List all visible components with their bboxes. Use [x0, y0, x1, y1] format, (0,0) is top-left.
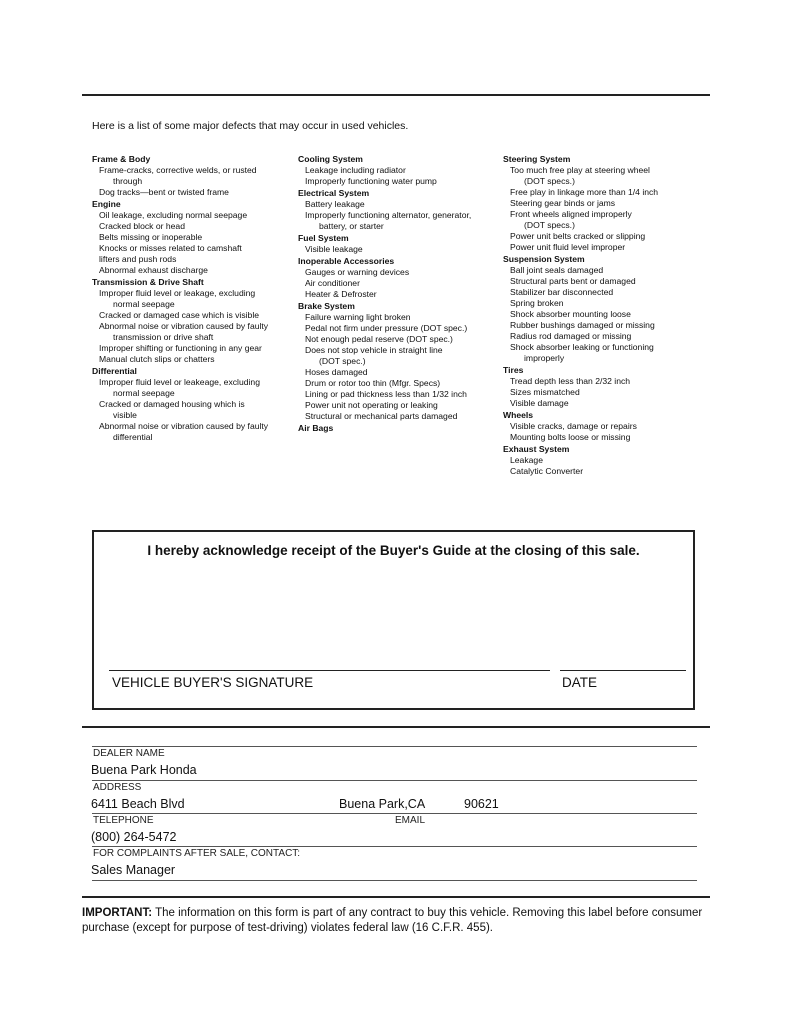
- defect-item: Air conditioner: [305, 278, 360, 288]
- defect-item: (DOT specs.): [524, 176, 575, 186]
- defect-section-heading: Suspension System: [503, 254, 585, 264]
- divider: [92, 780, 697, 781]
- telephone-value: (800) 264-5472: [91, 830, 177, 844]
- defect-item: Does not stop vehicle in straight line: [305, 345, 443, 355]
- divider: [92, 813, 697, 814]
- defect-section-heading: Transmission & Drive Shaft: [92, 277, 204, 287]
- telephone-label: TELEPHONE: [93, 815, 154, 826]
- date-line[interactable]: [560, 670, 686, 671]
- defect-section-heading: Electrical System: [298, 188, 370, 198]
- defects-intro: Here is a list of some major defects that may occur in used vehicles.: [92, 120, 409, 132]
- defect-section-heading: Air Bags: [298, 423, 334, 433]
- dealer-top-rule: [82, 726, 710, 728]
- defect-section-heading: Wheels: [503, 410, 534, 420]
- important-label: IMPORTANT:: [82, 907, 153, 919]
- defect-item: Abnormal exhaust discharge: [99, 265, 208, 275]
- defect-item: Hoses damaged: [305, 367, 368, 377]
- defect-item: Visible leakage: [305, 244, 363, 254]
- defect-item: Lining or pad thickness less than 1/32 inch: [305, 389, 467, 399]
- defect-item: Knocks or misses related to camshaft: [99, 243, 242, 253]
- defect-item: battery, or starter: [319, 221, 384, 231]
- defect-item: Abnormal noise or vibration caused by faulty: [99, 321, 269, 331]
- defect-item: improperly: [524, 353, 565, 363]
- divider: [92, 846, 697, 847]
- defect-section-heading: Exhaust System: [503, 444, 570, 454]
- defect-item: through: [113, 176, 143, 186]
- defect-item: Spring broken: [510, 298, 564, 308]
- defect-item: Sizes mismatched: [510, 387, 580, 397]
- defect-item: normal seepage: [113, 299, 175, 309]
- defect-item: Cracked or damaged housing which is: [99, 399, 245, 409]
- important-top-rule: [82, 896, 710, 898]
- divider: [92, 880, 697, 881]
- defect-item: Heater & Defroster: [305, 289, 377, 299]
- defect-item: Cracked block or head: [99, 221, 185, 231]
- dealer-name-label: DEALER NAME: [93, 748, 165, 759]
- defect-item: Structural or mechanical parts damaged: [305, 411, 458, 421]
- defect-item: visible: [113, 410, 137, 420]
- defects-column-2: [298, 153, 503, 434]
- address-city-state: Buena Park,CA: [339, 797, 426, 811]
- defect-item: Belts missing or inoperable: [99, 232, 203, 242]
- defect-section-heading: Differential: [92, 366, 137, 376]
- defect-item: Steering gear binds or jams: [510, 198, 616, 208]
- defect-section-heading: Inoperable Accessories: [298, 256, 395, 266]
- complaints-label: FOR COMPLAINTS AFTER SALE, CONTACT:: [93, 848, 301, 859]
- defect-item: Leakage: [510, 455, 543, 465]
- date-label: DATE: [562, 675, 598, 690]
- complaints-contact: Sales Manager: [91, 863, 176, 877]
- defect-item: Ball joint seals damaged: [510, 265, 604, 275]
- defect-item: Improper fluid level or leakage, excluding: [99, 288, 256, 298]
- defect-item: transmission or drive shaft: [113, 332, 214, 342]
- defect-item: Tread depth less than 2/32 inch: [510, 376, 631, 386]
- defect-item: normal seepage: [113, 388, 175, 398]
- defect-item: Too much free play at steering wheel: [510, 165, 650, 175]
- defect-item: Manual clutch slips or chatters: [99, 354, 215, 364]
- defect-item: Failure warning light broken: [305, 312, 411, 322]
- defect-item: Front wheels aligned improperly: [510, 209, 632, 219]
- defect-item: Improper shifting or functioning in any gear: [99, 343, 262, 353]
- defect-section-heading: Cooling System: [298, 154, 363, 164]
- address-zip: 90621: [464, 797, 499, 811]
- defect-item: Improperly functioning alternator, generator,: [305, 210, 472, 220]
- defect-section-heading: Steering System: [503, 154, 571, 164]
- defects-column-1: [92, 153, 292, 443]
- defect-item: Catalytic Converter: [510, 466, 584, 476]
- defect-item: Power unit fluid level improper: [510, 242, 626, 252]
- defect-item: (DOT spec.): [319, 356, 366, 366]
- defect-item: Improperly functioning water pump: [305, 176, 437, 186]
- defect-item: Visible cracks, damage or repairs: [510, 421, 637, 431]
- top-rule: [82, 94, 710, 96]
- defect-item: Shock absorber leaking or functioning: [510, 342, 654, 352]
- address-label: ADDRESS: [93, 782, 142, 793]
- defect-item: lifters and push rods: [99, 254, 177, 264]
- defect-item: Battery leakage: [305, 199, 365, 209]
- email-label: EMAIL: [395, 815, 426, 826]
- defect-item: Cracked or damaged case which is visible: [99, 310, 260, 320]
- defect-item: Rubber bushings damaged or missing: [510, 320, 655, 330]
- defect-item: Power unit belts cracked or slipping: [510, 231, 646, 241]
- important-text: The information on this form is part of any contract to buy this vehicle. Removing this label before consumer purchase (except for purpose of test-driving) violates federal law (16 C.F.R. 455).: [82, 907, 703, 934]
- defect-section-heading: Fuel System: [298, 233, 349, 243]
- defect-item: Radius rod damaged or missing: [510, 331, 632, 341]
- defect-item: Leakage including radiator: [305, 165, 406, 175]
- defect-item: Pedal not firm under pressure (DOT spec.): [305, 323, 468, 333]
- defect-section-heading: Frame & Body: [92, 154, 151, 164]
- defect-item: differential: [113, 432, 153, 442]
- defect-item: Drum or rotor too thin (Mfgr. Specs): [305, 378, 441, 388]
- defect-item: Structural parts bent or damaged: [510, 276, 636, 286]
- dealer-name-value: Buena Park Honda: [91, 763, 197, 777]
- defect-item: Power unit not operating or leaking: [305, 400, 438, 410]
- address-street: 6411 Beach Blvd: [91, 797, 185, 811]
- defect-item: Shock absorber mounting loose: [510, 309, 631, 319]
- defect-item: Mounting bolts loose or missing: [510, 432, 631, 442]
- defect-item: Free play in linkage more than 1/4 inch: [510, 187, 659, 197]
- defect-item: Frame-cracks, corrective welds, or rusted: [99, 165, 257, 175]
- defect-section-heading: Tires: [503, 365, 524, 375]
- signature-line[interactable]: [109, 670, 550, 671]
- defect-item: Gauges or warning devices: [305, 267, 410, 277]
- defect-item: Visible damage: [510, 398, 569, 408]
- defect-item: Improper fluid level or leakeage, excluding: [99, 377, 260, 387]
- acknowledgement-title: I hereby acknowledge receipt of the Buyer's Guide at the closing of this sale.: [147, 543, 640, 558]
- defect-item: Oil leakage, excluding normal seepage: [99, 210, 248, 220]
- defect-section-heading: Engine: [92, 199, 121, 209]
- divider: [92, 746, 697, 747]
- defect-section-heading: Brake System: [298, 301, 355, 311]
- defect-item: Abnormal noise or vibration caused by faulty: [99, 421, 269, 431]
- important-notice: [82, 906, 722, 936]
- defect-item: (DOT specs.): [524, 220, 575, 230]
- defect-item: Dog tracks—bent or twisted frame: [99, 187, 229, 197]
- signature-label: VEHICLE BUYER'S SIGNATURE: [112, 675, 314, 690]
- defect-item: Not enough pedal reserve (DOT spec.): [305, 334, 453, 344]
- defect-item: Stabilizer bar disconnected: [510, 287, 614, 297]
- defects-column-3: [503, 153, 703, 477]
- acknowledgement-box: [92, 530, 695, 710]
